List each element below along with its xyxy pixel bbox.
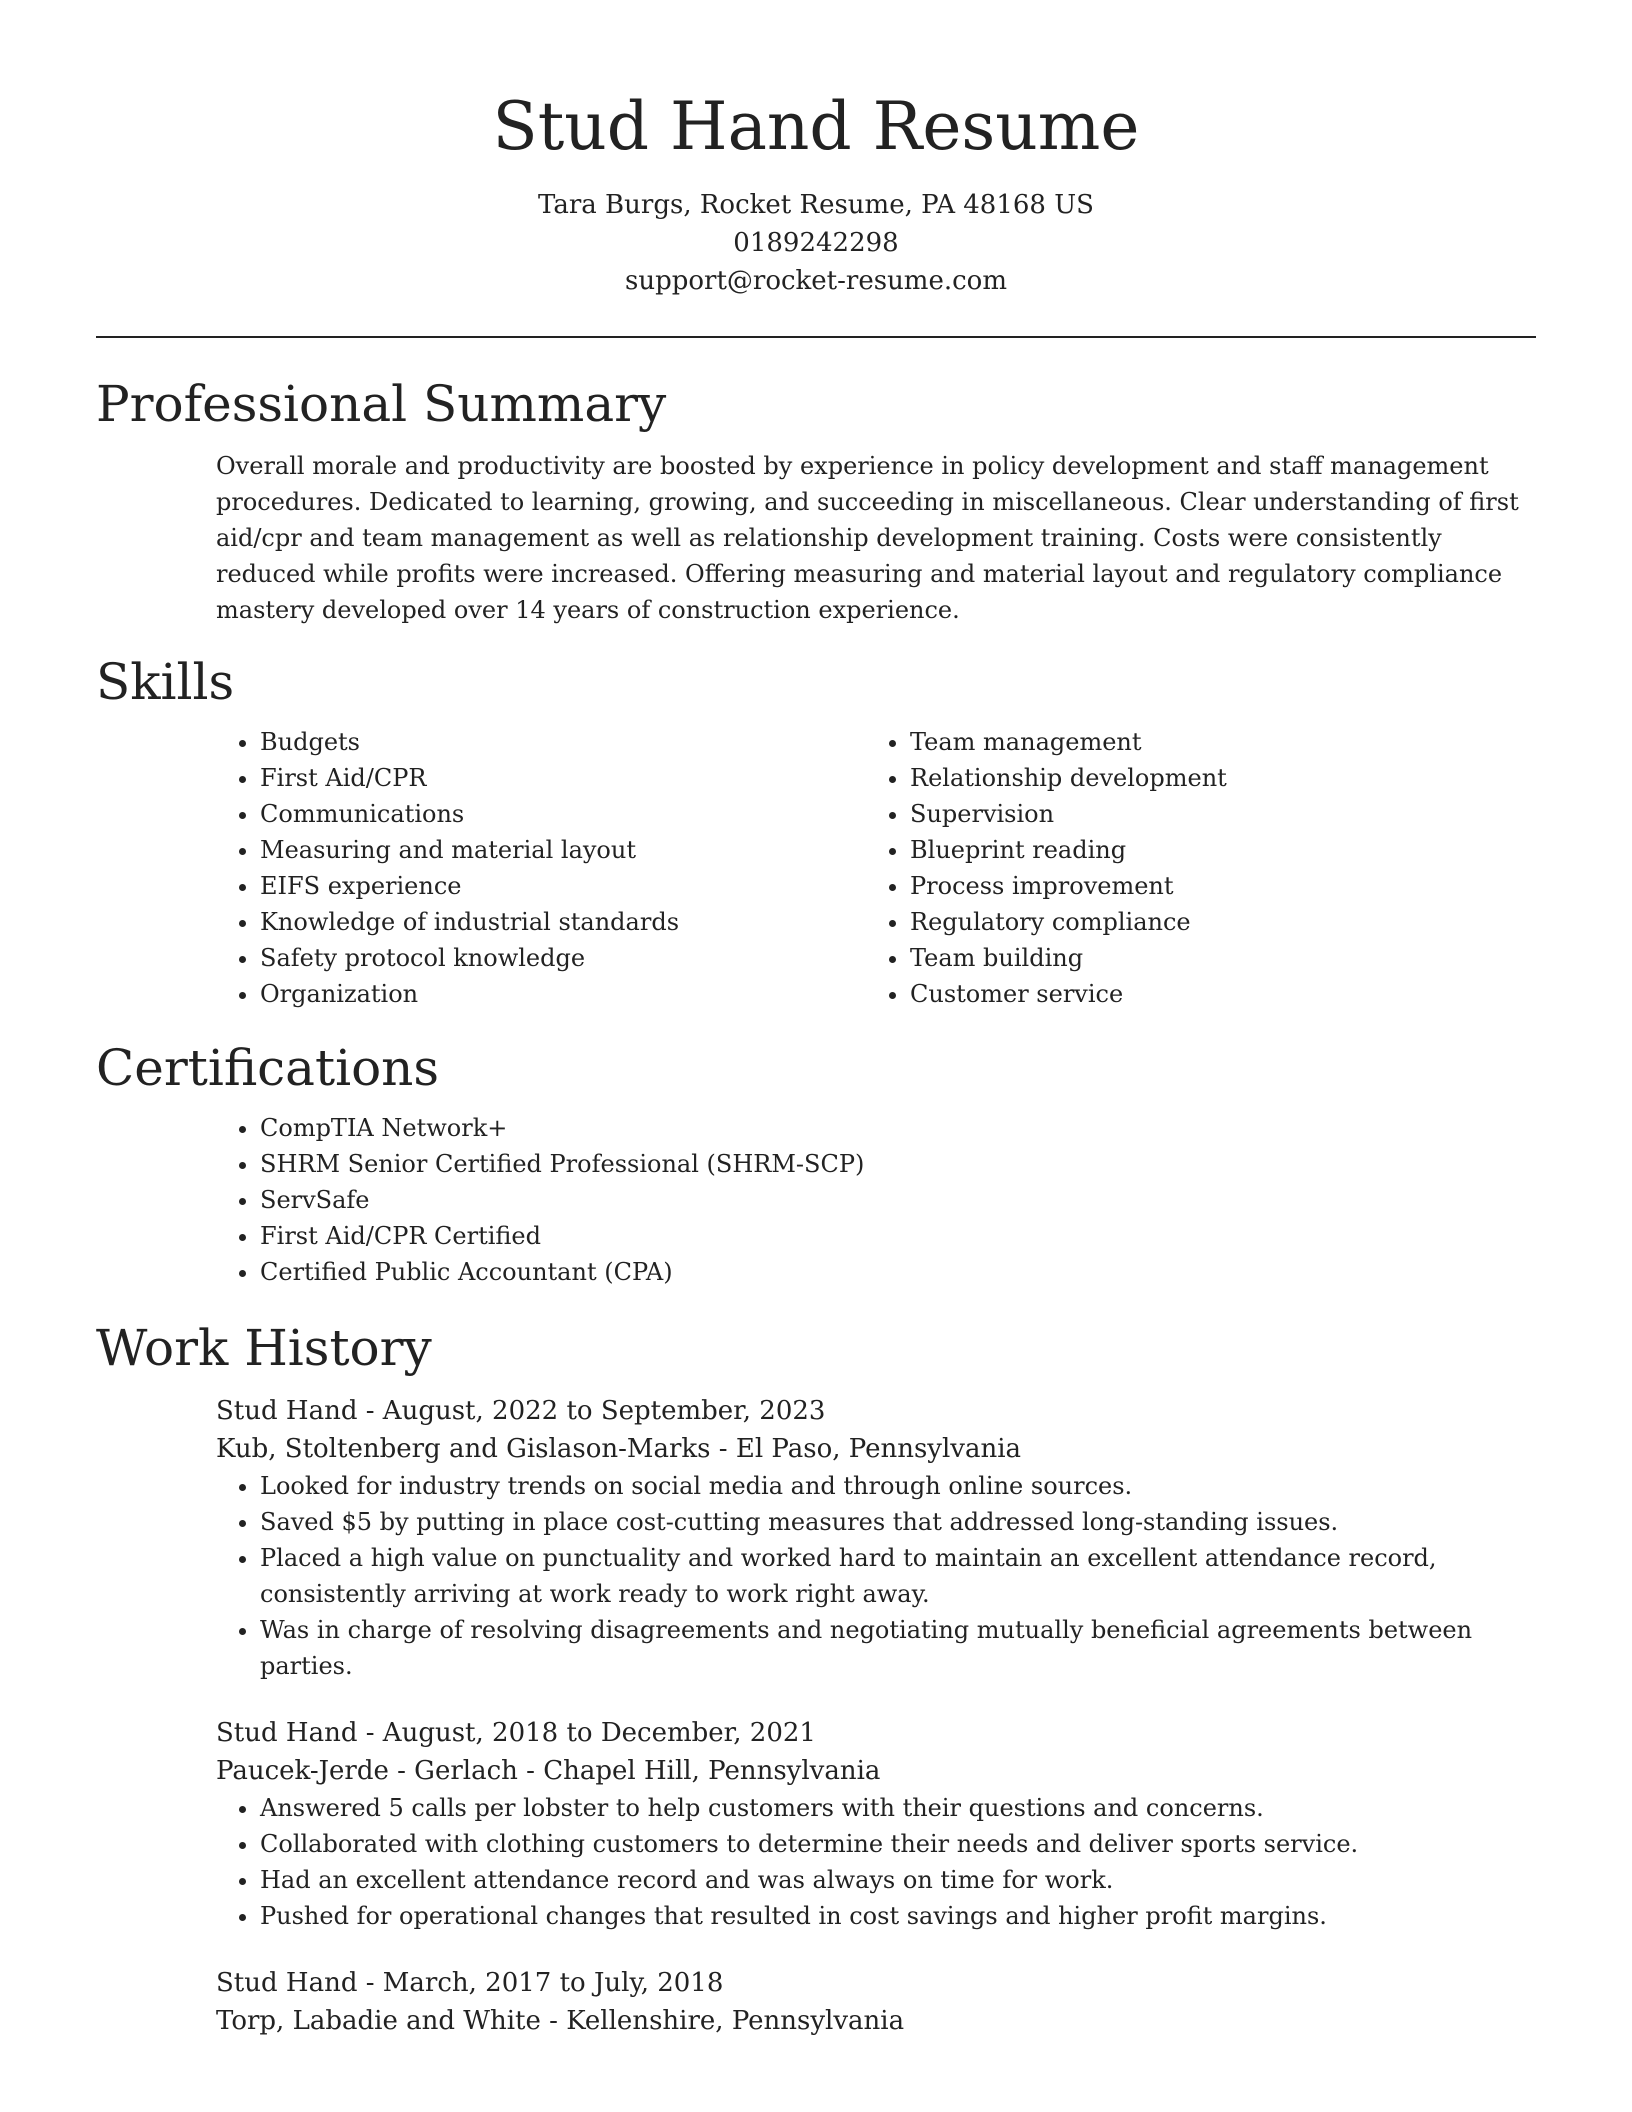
- list-item: • First Aid/CPR: [260, 760, 866, 796]
- contact-block: [96, 186, 1536, 300]
- summary-heading: Professional Summary: [96, 375, 667, 433]
- job-location: - El Paso, Pennsylvania: [710, 1434, 1022, 1464]
- job-location: - Chapel Hill, Pennsylvania: [517, 1756, 881, 1786]
- list-item: • Process improvement: [910, 868, 1516, 904]
- skills-column-left: [216, 724, 866, 1012]
- list-item: • Answered 5 calls per lobster to help customers with their questions and concerns.: [260, 1790, 1526, 1826]
- list-item: • Placed a high value on punctuality and worked hard to maintain an excellent attendance record, consistently arriving at work ready to work right away.: [260, 1540, 1526, 1612]
- job-bullets: [216, 1468, 1526, 1684]
- list-item: • Blueprint reading: [910, 832, 1516, 868]
- skills-list-left: [216, 724, 866, 1012]
- list-item: • Was in charge of resolving disagreements and negotiating mutually beneficial agreements between parties.: [260, 1612, 1526, 1684]
- skills-heading: Skills: [96, 653, 235, 711]
- job-company: Torp, Labadie and White: [216, 2006, 541, 2036]
- job-title: Stud Hand - August, 2022 to September, 2023: [216, 1396, 826, 1426]
- list-item: • Pushed for operational changes that resulted in cost savings and higher profit margins.: [260, 1898, 1526, 1934]
- job-entry: [216, 1392, 1526, 1684]
- list-item: • Supervision: [910, 796, 1516, 832]
- list-item: • Budgets: [260, 724, 866, 760]
- list-item: • SHRM Senior Certified Professional (SHRM-SCP): [260, 1146, 1526, 1182]
- work-history-section: [96, 1316, 1536, 2040]
- job-company-line: [216, 2002, 1526, 2040]
- job-location: - Kellenshire, Pennsylvania: [540, 2006, 905, 2036]
- list-item: • Team building: [910, 940, 1516, 976]
- job-bullets: [216, 1790, 1526, 1934]
- skills-column-right: [866, 724, 1516, 1012]
- resume-header: [96, 0, 1536, 300]
- summary-section: [96, 372, 1536, 628]
- list-item: • EIFS experience: [260, 868, 866, 904]
- certifications-body: [216, 1110, 1526, 1290]
- list-item: • Certified Public Accountant (CPA): [260, 1254, 1526, 1290]
- list-item: • Collaborated with clothing customers to determine their needs and deliver sports service.: [260, 1826, 1526, 1862]
- list-item: • Had an excellent attendance record and was always on time for work.: [260, 1862, 1526, 1898]
- list-item: • Knowledge of industrial standards: [260, 904, 866, 940]
- list-item: • Regulatory compliance: [910, 904, 1516, 940]
- list-item: • Team management: [910, 724, 1516, 760]
- contact-address: Tara Burgs, Rocket Resume, PA 48168 US: [538, 190, 1094, 220]
- job-company-line: [216, 1430, 1526, 1468]
- job-title: Stud Hand - March, 2017 to July, 2018: [216, 1968, 724, 1998]
- job-entry: [216, 1964, 1526, 2040]
- header-divider: [96, 336, 1536, 338]
- list-item: • CompTIA Network+: [260, 1110, 1526, 1146]
- contact-phone: 0189242298: [733, 228, 899, 258]
- job-entry: [216, 1714, 1526, 1934]
- list-item: • Looked for industry trends on social media and through online sources.: [260, 1468, 1526, 1504]
- list-item: • ServSafe: [260, 1182, 1526, 1218]
- certifications-heading: Certifications: [96, 1039, 440, 1097]
- skills-grid: [216, 724, 1526, 1012]
- skills-list-right: [866, 724, 1516, 1012]
- list-item: • Saved $5 by putting in place cost-cutting measures that addressed long-standing issues.: [260, 1504, 1526, 1540]
- list-item: • Communications: [260, 796, 866, 832]
- summary-text: Overall morale and productivity are boosted by experience in policy development and staff management procedures. Dedicated to learning, growing, and succeeding in miscellaneous. Clear understanding of first aid/cpr and team management as well as relationship development training. Costs were consistently reduced while profits were increased. Offering measuring and material layout and regulatory compliance mastery developed over 14 years of construction experience.: [216, 452, 1519, 624]
- resume-title: Stud Hand Resume: [492, 88, 1140, 165]
- list-item: • Safety protocol knowledge: [260, 940, 866, 976]
- list-item: • Customer service: [910, 976, 1516, 1012]
- certifications-list: [216, 1110, 1526, 1290]
- job-company: Kub, Stoltenberg and Gislason-Marks: [216, 1434, 711, 1464]
- job-company-line: [216, 1752, 1526, 1790]
- list-item: • Relationship development: [910, 760, 1516, 796]
- job-title: Stud Hand - August, 2018 to December, 2021: [216, 1718, 816, 1748]
- skills-section: [96, 650, 1536, 1012]
- list-item: • Organization: [260, 976, 866, 1012]
- certifications-section: [96, 1036, 1536, 1290]
- contact-email: support@rocket-resume.com: [624, 266, 1007, 296]
- list-item: • Measuring and material layout: [260, 832, 866, 868]
- list-item: • First Aid/CPR Certified: [260, 1218, 1526, 1254]
- job-company: Paucek-Jerde - Gerlach: [216, 1756, 518, 1786]
- resume-page: [96, 0, 1536, 2040]
- work-history-heading: Work History: [96, 1319, 432, 1377]
